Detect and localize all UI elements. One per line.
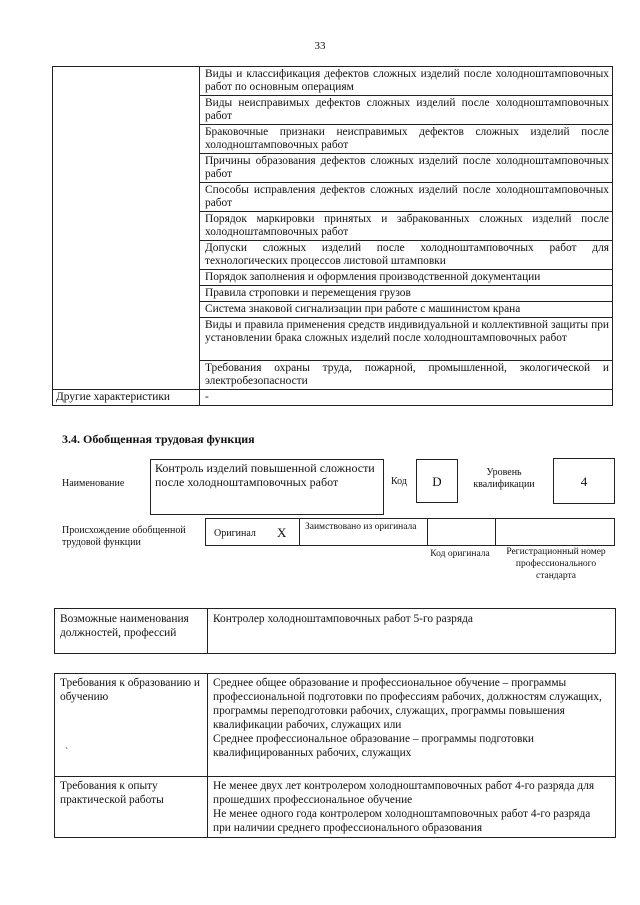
positions-table — [54, 608, 616, 654]
knowledge-row: Виды неисправимых дефектов сложных изделий после холодноштамповочных работ — [200, 96, 613, 125]
name-label: Наименование — [62, 478, 125, 489]
knowledge-row: Система знаковой сигнализации при работе с машинистом крана — [200, 302, 613, 318]
original-mark: X — [277, 525, 287, 540]
requirements-table — [54, 673, 616, 838]
knowledge-row: Порядок маркировки принятых и забракованных сложных изделий после холодноштамповочных работ — [200, 212, 613, 241]
knowledge-row: Виды и классификация дефектов сложных изделий после холодноштамповочных работ по основным операциям — [200, 67, 613, 96]
knowledge-row: Требования охраны труда, пожарной, промышленной, экологической и электробезопасности — [200, 361, 613, 390]
knowledge-label-cell — [53, 67, 200, 390]
experience-label: Требования к опыту практической работы — [55, 777, 208, 838]
education-label-cell — [55, 674, 208, 777]
positions-value: Контролер холодноштамповочных работ 5-го разряда — [208, 609, 616, 654]
other-characteristics-label: Другие характеристики — [53, 390, 200, 406]
divider — [495, 518, 496, 546]
knowledge-table — [52, 66, 613, 406]
stray-mark: ` — [65, 747, 69, 758]
positions-label: Возможные наименования должностей, профессий — [55, 609, 208, 654]
function-code: D — [416, 459, 458, 503]
knowledge-row: Виды и правила применения средств индивидуальной и коллективной защиты при установлении брака сложных изделий после холодноштамповочных работ — [200, 318, 613, 361]
other-characteristics-value: - — [200, 390, 613, 406]
education-label: Требования к образованию и обучению — [60, 677, 201, 703]
code-label: Код — [391, 476, 407, 487]
knowledge-row: Браковочные признаки неисправимых дефектов сложных изделий после холодноштамповочных работ — [200, 125, 613, 154]
registration-number-caption: Регистрационный номер профессионального стандарта — [506, 547, 606, 581]
section-title: 3.4. Обобщенная трудовая функция — [62, 432, 255, 446]
original-label: Оригинал — [214, 528, 256, 539]
knowledge-row: Способы исправления дефектов сложных изделий после холодноштамповочных работ — [200, 183, 613, 212]
knowledge-row: Причины образования дефектов сложных изделий после холодноштамповочных работ — [200, 154, 613, 183]
level-label: Уровень квалификации — [473, 467, 535, 490]
divider — [299, 518, 300, 546]
code-original-caption: Код оригинала — [430, 549, 490, 559]
borrowed-label: Заимствовано из оригинала — [305, 522, 417, 532]
divider — [427, 518, 428, 546]
knowledge-row: Допуски сложных изделий после холодноштамповочных работ для технологических процессов листовой штамповки — [200, 241, 613, 270]
education-value-line: Среднее общее образование и профессиональное обучение – программы профессиональной подготовки по профессиям рабочих, должностям служащих, программы переподготовки рабочих, служащих, программы повышения квалификации рабочих, служащих или — [213, 677, 602, 731]
qualification-level: 4 — [553, 458, 615, 504]
origin-label: Происхождение обобщенной трудовой функции — [62, 525, 186, 548]
page-number: 33 — [314, 40, 326, 52]
function-name: Контроль изделий повышенной сложности после холодноштамповочных работ — [150, 459, 384, 515]
experience-value-line: Не менее одного года контролером холодноштамповочных работ 4-го разряда при наличии среднего профессионального образования — [213, 808, 591, 834]
experience-value-cell — [208, 777, 616, 838]
experience-value-line: Не менее двух лет контролером холодноштамповочных работ 4-го разряда для прошедших профессиональное обучение — [213, 780, 595, 806]
education-value-line: Среднее профессиональное образование – программы подготовки квалифицированных рабочих, служащих — [213, 733, 534, 759]
knowledge-row: Правила строповки и перемещения грузов — [200, 286, 613, 302]
education-value-cell — [208, 674, 616, 777]
knowledge-row: Порядок заполнения и оформления производственной документации — [200, 270, 613, 286]
